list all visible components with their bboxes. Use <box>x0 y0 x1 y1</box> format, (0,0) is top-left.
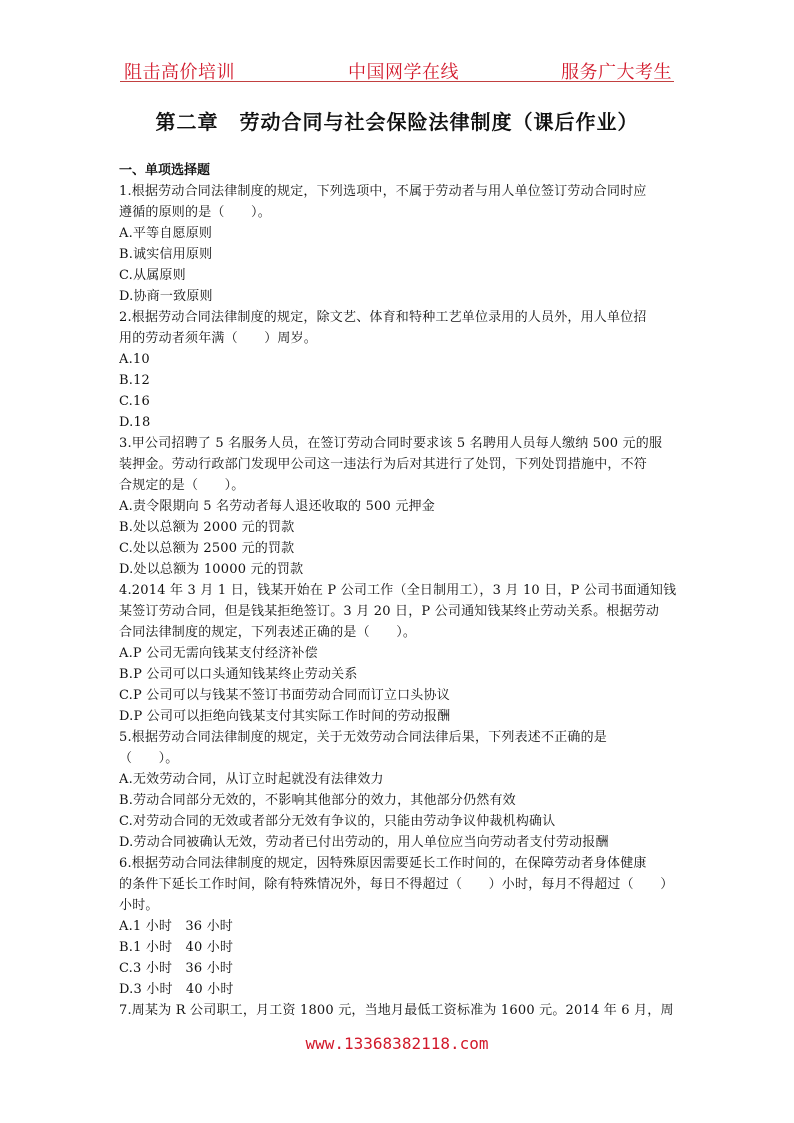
text-line: 某签订劳动合同，但是钱某拒绝签订。3 月 20 日，P 公司通知钱某终止劳动关系。根据劳动 <box>119 604 660 619</box>
text-line: 的条件下延长工作时间，除有特殊情况外，每日不得超过（ ）小时，每月不得超过（ ） <box>119 877 674 892</box>
text-line: B.诚实信用原则 <box>119 247 213 262</box>
text-line: D.劳动合同被确认无效，劳动者已付出劳动的，用人单位应当向劳动者支付劳动报酬 <box>119 835 609 850</box>
text-line: A.无效劳动合同，从订立时起就没有法律效力 <box>119 772 384 787</box>
text-line: B.处以总额为 2000 元的罚款 <box>119 520 295 535</box>
text-line: D.协商一致原则 <box>119 289 213 304</box>
header-center-text: 中国网学在线 <box>348 62 459 83</box>
text-line: 合规定的是（ ）。 <box>119 478 245 493</box>
text-line: B.12 <box>119 373 151 388</box>
text-line: 3.甲公司招聘了 5 名服务人员，在签订劳动合同时要求该 5 名聘用人员每人缴纳 500 元的服 <box>119 436 663 451</box>
text-line: C.3 小时 36 小时 <box>119 961 234 976</box>
section-title: 一、单项选择题 <box>119 163 211 178</box>
text-line: A.P 公司无需向钱某支付经济补偿 <box>119 646 318 661</box>
text-line: D.处以总额为 10000 元的罚款 <box>119 562 304 577</box>
text-line: 用的劳动者须年满（ ）周岁。 <box>119 331 318 346</box>
footer-url[interactable]: www.13368382118.com <box>305 1034 489 1053</box>
header-right-text: 服务广大考生 <box>561 62 672 83</box>
text-line: A.平等自愿原则 <box>119 226 213 241</box>
text-line: 1.根据劳动合同法律制度的规定，下列选项中，不属于劳动者与用人单位签订劳动合同时应 <box>119 184 647 199</box>
text-line: 2.根据劳动合同法律制度的规定，除文艺、体育和特种工艺单位录用的人员外，用人单位招 <box>119 310 647 325</box>
text-line: A.1 小时 36 小时 <box>119 919 233 934</box>
text-line: 6.根据劳动合同法律制度的规定，因特殊原因需要延长工作时间的，在保障劳动者身体健康 <box>119 856 647 871</box>
header-left-text: 阻击高价培训 <box>124 62 235 83</box>
document-title: 第二章 劳动合同与社会保险法律制度（课后作业） <box>155 110 639 134</box>
text-line: B.劳动合同部分无效的，不影响其他部分的效力，其他部分仍然有效 <box>119 793 516 808</box>
text-line: A.10 <box>119 352 150 367</box>
text-line: 合同法律制度的规定，下列表述正确的是（ ）。 <box>119 625 417 640</box>
document-body <box>119 160 683 1021</box>
text-line: 5.根据劳动合同法律制度的规定，关于无效劳动合同法律后果，下列表述不正确的是 <box>119 730 608 745</box>
page-header <box>120 58 674 86</box>
text-line: D.18 <box>119 415 151 430</box>
text-line: （ ）。 <box>119 751 179 766</box>
text-line: C.16 <box>119 394 150 409</box>
text-line: C.从属原则 <box>119 268 186 283</box>
text-line: A.责令限期向 5 名劳动者每人退还收取的 500 元押金 <box>119 499 435 514</box>
text-line: 装押金。劳动行政部门发现甲公司这一违法行为后对其进行了处罚，下列处罚措施中，不符 <box>119 457 648 472</box>
text-line: B.P 公司可以口头通知钱某终止劳动关系 <box>119 667 358 682</box>
text-line: 7.周某为 R 公司职工，月工资 1800 元，当地月最低工资标准为 1600 元。2014 年 6 月，周 <box>119 1003 674 1018</box>
text-line: 遵循的原则的是（ ）。 <box>119 205 271 220</box>
text-line: D.3 小时 40 小时 <box>119 982 234 997</box>
text-line: C.P 公司可以与钱某不签订书面劳动合同而订立口头协议 <box>119 688 450 703</box>
header-rule <box>120 81 674 82</box>
text-line: B.1 小时 40 小时 <box>119 940 234 955</box>
text-line: D.P 公司可以拒绝向钱某支付其实际工作时间的劳动报酬 <box>119 709 451 724</box>
text-line: C.对劳动合同的无效或者部分无效有争议的，只能由劳动争议仲裁机构确认 <box>119 814 556 829</box>
text-line: C.处以总额为 2500 元的罚款 <box>119 541 295 556</box>
text-line: 小时。 <box>119 898 159 913</box>
text-line: 4.2014 年 3 月 1 日，钱某开始在 P 公司工作（全日制用工），3 月 10 日，P 公司书面通知钱 <box>119 583 677 598</box>
